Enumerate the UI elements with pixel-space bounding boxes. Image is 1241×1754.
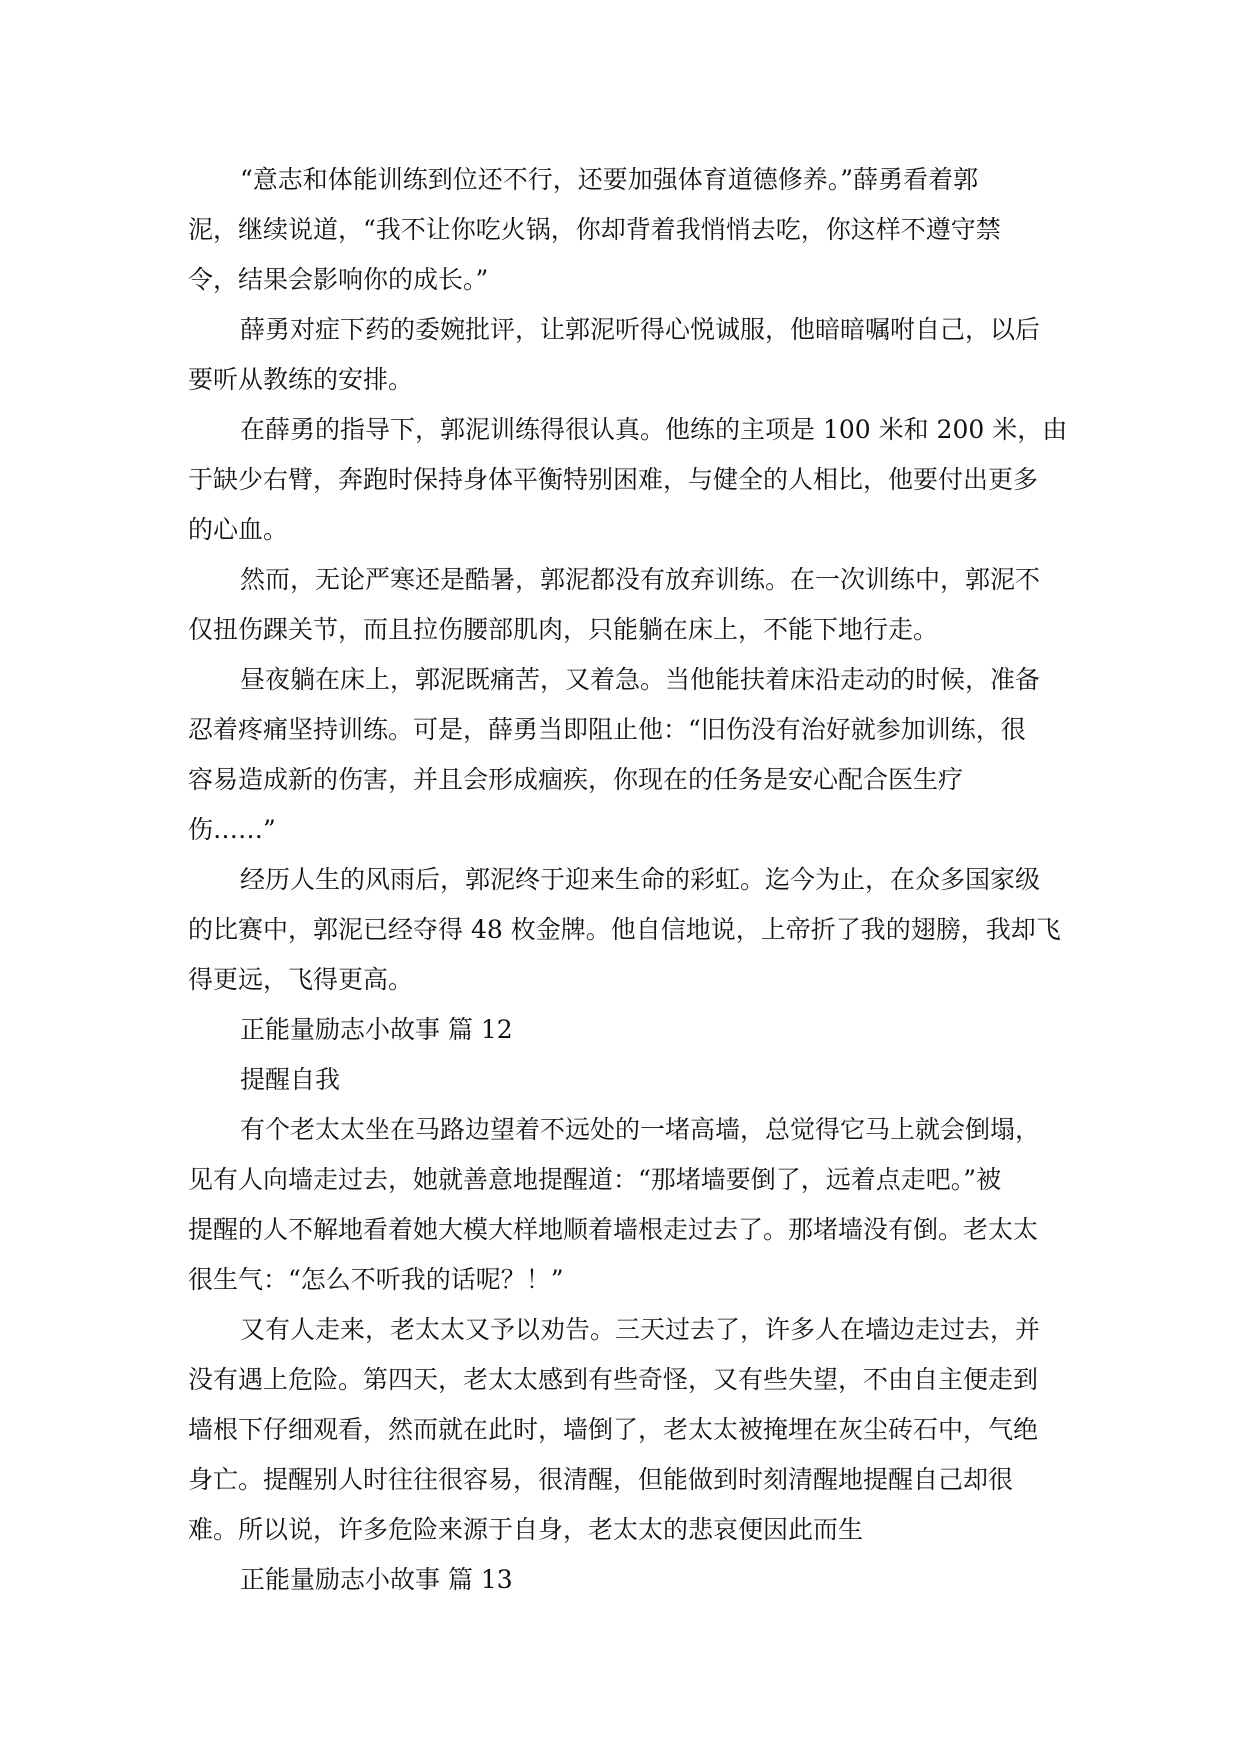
text-line: 提醒的人不解地看着她大模大样地顺着墙根走过去了。那堵墙没有倒。老太太 [188, 1215, 1039, 1244]
text-line: 令，结果会影响你的成长。” [188, 265, 489, 294]
text-line: 经历人生的风雨后，郭泥终于迎来生命的彩虹。迄今为止，在众多国家级 [240, 865, 1041, 894]
text-line: 很生气：“怎么不听我的话呢？！” [188, 1265, 564, 1294]
text-line: 正能量励志小故事 篇 12 [240, 1015, 513, 1044]
text-line: 容易造成新的伤害，并且会形成痼疾，你现在的任务是安心配合医生疗 [188, 765, 964, 794]
text-line: 有个老太太坐在马路边望着不远处的一堵高墙，总觉得它马上就会倒塌， [240, 1115, 1041, 1144]
text-line: 没有遇上危险。第四天，老太太感到有些奇怪，又有些失望，不由自主便走到 [188, 1365, 1039, 1394]
paragraph [188, 155, 1058, 305]
paragraph [188, 655, 1058, 855]
text-line: 然而，无论严寒还是酷暑，郭泥都没有放弃训练。在一次训练中，郭泥不 [240, 565, 1041, 594]
text-line: 的比赛中，郭泥已经夺得 48 枚金牌。他自信地说，上帝折了我的翅膀，我却飞 [188, 915, 1061, 944]
text-line: “意志和体能训练到位还不行，还要加强体育道德修养。”薛勇看着郭 [240, 165, 979, 194]
paragraph [188, 1555, 1058, 1605]
text-line: 提醒自我 [240, 1065, 341, 1094]
paragraph [188, 1055, 1058, 1105]
text-line: 见有人向墙走过去，她就善意地提醒道：“那堵墙要倒了，远着点走吧。”被 [188, 1165, 1002, 1194]
text-line: 昼夜躺在床上，郭泥既痛苦，又着急。当他能扶着床沿走动的时候，准备 [240, 665, 1041, 694]
text-line: 薛勇对症下药的委婉批评，让郭泥听得心悦诚服，他暗暗嘱咐自己，以后 [240, 315, 1041, 344]
text-line: 身亡。提醒别人时往往很容易，很清醒，但能做到时刻清醒地提醒自己却很 [188, 1465, 1014, 1494]
paragraph [188, 1105, 1058, 1305]
text-line: 忍着疼痛坚持训练。可是，薛勇当即阻止他：“旧伤没有治好就参加训练，很 [188, 715, 1026, 744]
paragraph [188, 855, 1061, 1005]
text-line: 的心血。 [188, 515, 289, 544]
text-line: 于缺少右臂，奔跑时保持身体平衡特别困难，与健全的人相比，他要付出更多 [188, 465, 1039, 494]
text-line: 仅扭伤踝关节，而且拉伤腰部肌肉，只能躺在床上，不能下地行走。 [188, 615, 939, 644]
text-line: 伤……” [188, 815, 276, 844]
paragraph [188, 1005, 1058, 1055]
text-line: 要听从教练的安排。 [188, 365, 414, 394]
text-line: 难。所以说，许多危险来源于自身，老太太的悲哀便因此而生 [188, 1515, 864, 1544]
text-line: 得更远，飞得更高。 [188, 965, 414, 994]
paragraph [188, 1305, 1058, 1555]
paragraph [188, 305, 1058, 405]
body-text [188, 155, 1068, 1605]
text-line: 墙根下仔细观看，然而就在此时，墙倒了，老太太被掩埋在灰尘砖石中，气绝 [188, 1415, 1039, 1444]
text-line: 在薛勇的指导下，郭泥训练得很认真。他练的主项是 100 米和 200 米，由 [240, 415, 1068, 444]
text-line: 又有人走来，老太太又予以劝告。三天过去了，许多人在墙边走过去，并 [240, 1315, 1041, 1344]
paragraph [188, 405, 1068, 555]
text-line: 泥，继续说道，“我不让你吃火锅，你却背着我悄悄去吃，你这样不遵守禁 [188, 215, 1001, 244]
paragraph [188, 555, 1058, 655]
text-line: 正能量励志小故事 篇 13 [240, 1565, 513, 1594]
